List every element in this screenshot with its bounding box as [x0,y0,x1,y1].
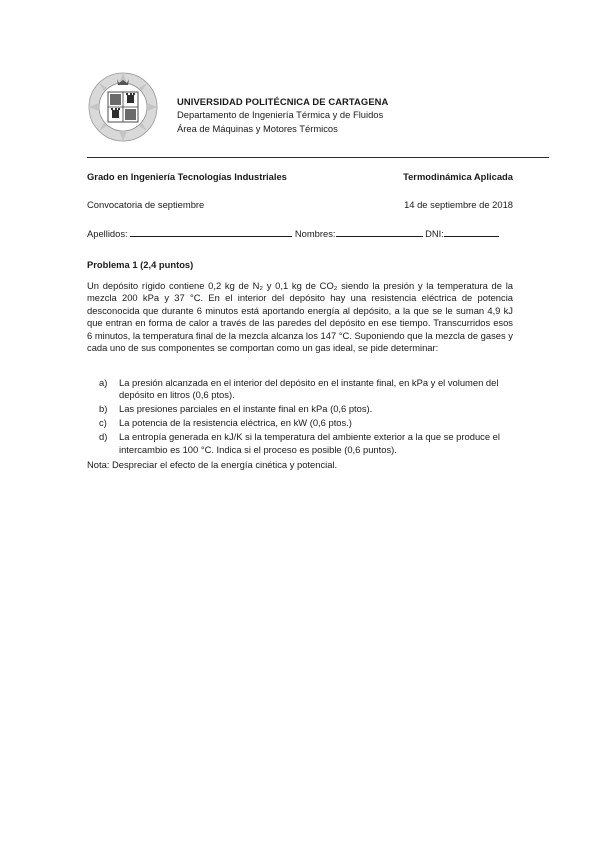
id-blank[interactable] [444,227,499,237]
exam-date: 14 de septiembre de 2018 [404,199,513,210]
item-label: b) [99,403,108,415]
problem-statement: Un depósito rígido contiene 0,2 kg de N₂ y 0,1 kg de CO₂ siendo la presión y la temperatura de la mezcla 200 kPa y 37 °C. En el interior del depósito hay una resistencia eléctrica de potencia desconocida que durante 6 minutos está aportando energía al depósito, a la que se le suman 4,9 kJ que entran en forma de calor a través de las paredes del depósito en ese tiempo. Transcurridos esos 6 minutos, la temperatura final de la mezcla alcanza los 147 °C. Suponiendo que la mezcla de gases y cada uno de sus componentes se comportan como un gas ideal, se pide determinar: [87,280,513,354]
item-label: c) [99,417,107,429]
item-text: La presión alcanzada en el interior del depósito en el instante final, en kPa y el volumen del depósito en litros (0,6 ptos). [119,377,499,401]
university-name: UNIVERSIDAD POLITÉCNICA DE CARTAGENA [177,96,389,107]
department-name: Departamento de Ingeniería Térmica y de Fluidos [177,109,384,120]
list-item [87,403,517,415]
item-label: d) [99,431,108,443]
name-blank[interactable] [336,227,423,237]
subject-name: Termodinámica Aplicada [403,171,513,182]
surname-blank[interactable] [130,227,292,237]
problem-title: Problema 1 (2,4 puntos) [87,259,194,270]
item-text: La potencia de la resistencia eléctrica, en kW (0,6 ptos.) [119,417,352,429]
surname-label: Apellidos: [87,228,128,239]
problem-note: Nota: Despreciar el efecto de la energía cinética y potencial. [87,459,338,470]
area-name: Área de Máquinas y Motores Térmicos [177,123,338,134]
list-item [87,417,517,429]
university-header [177,95,388,136]
id-label: DNI: [425,228,444,239]
item-text: Las presiones parciales en el instante final en kPa (0,6 ptos). [119,403,373,415]
item-text: La entropía generada en kJ/K si la temperatura del ambiente exterior a la que se produce el intercambio es 100 °C. Indica si el proceso es posible (0,6 puntos). [119,431,500,455]
list-item [87,377,517,402]
student-fields-row [87,227,513,239]
header-divider [87,157,549,158]
question-list [87,377,517,457]
university-crest-icon [88,72,158,142]
degree-name: Grado en Ingeniería Tecnologías Industriales [87,171,287,182]
name-label: Nombres: [294,228,336,239]
exam-call: Convocatoria de septiembre [87,199,205,210]
list-item [87,431,517,456]
item-label: a) [99,377,108,388]
